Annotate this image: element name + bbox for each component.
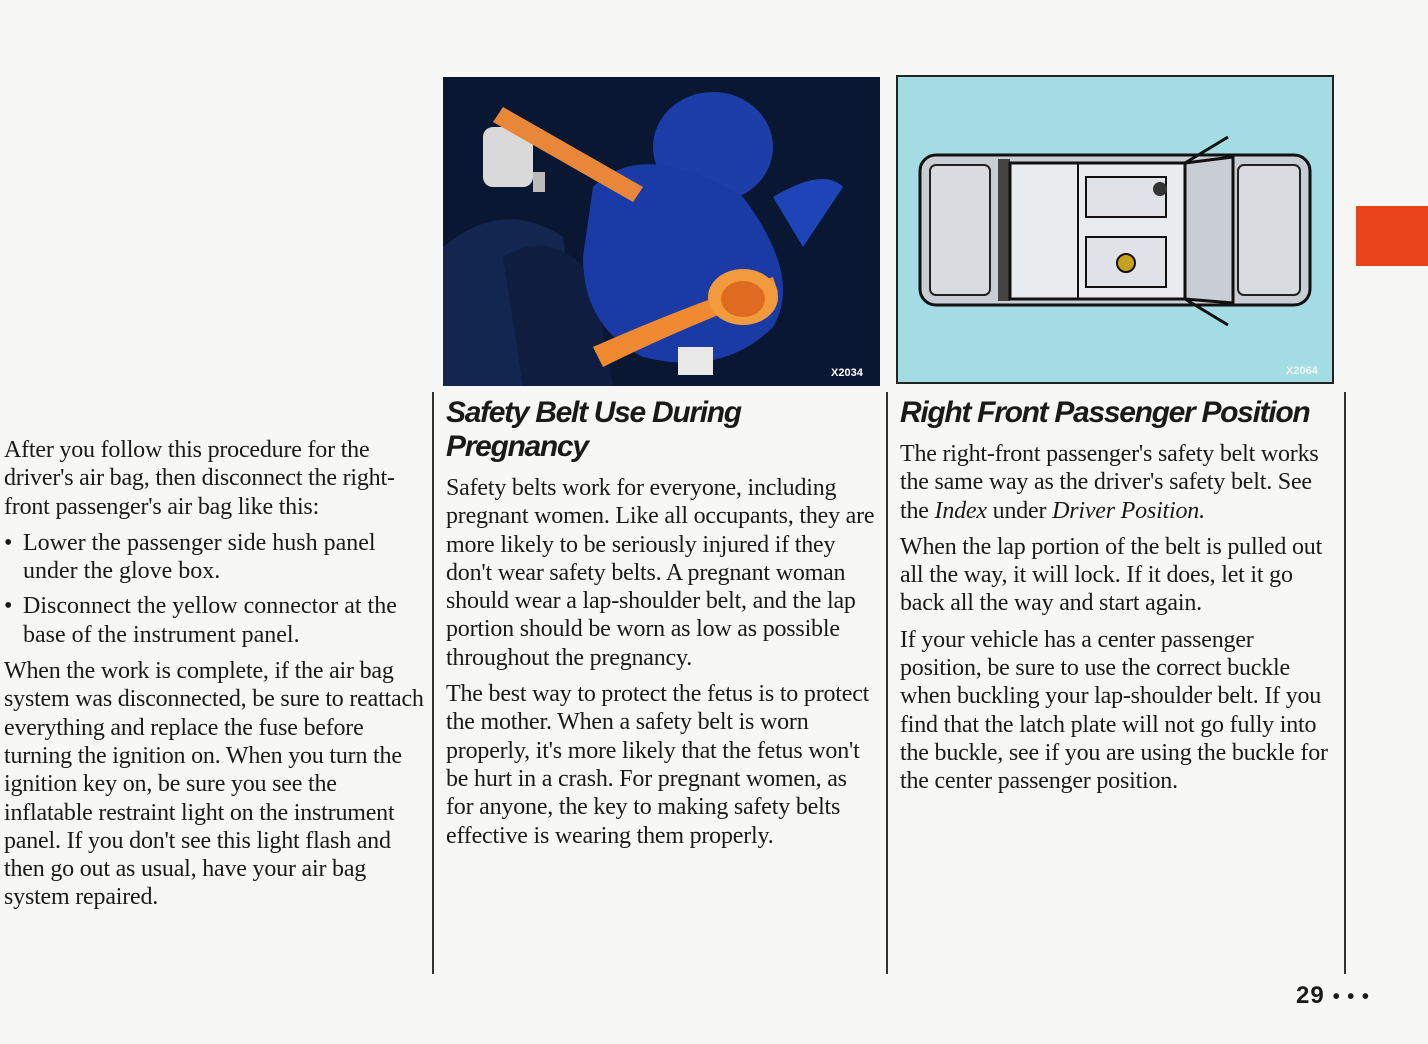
text-run: The right-front passenger's safety belt works the same way as the driver's safety belt. See the (900, 441, 1319, 524)
section-tab-marker (1356, 206, 1428, 266)
body-paragraph: If your vehicle has a center passenger position, be sure to use the correct buckle when buckling your lap-shoulder belt. If you find that the latch plate will not go fully into the buckle, see if you are using the buckle for the center passenger position. (900, 626, 1328, 795)
car-top-view-illustration (896, 75, 1334, 384)
heading-line: Safety Belt Use During (446, 396, 741, 429)
text-run: under (986, 497, 1053, 524)
page-dots: • • • (1332, 986, 1370, 1008)
bullet-marker: • (4, 593, 13, 620)
list-item-text: Disconnect the yellow connector at the base of the instrument panel. (23, 593, 397, 648)
list-item-text: Lower the passenger side hush panel under the glove box. (23, 529, 376, 585)
column-middle (446, 396, 878, 858)
car-top-view-drawing (898, 77, 1332, 382)
column-right (900, 396, 1332, 804)
body-paragraph: The best way to protect the fetus is to protect the mother. When a safety belt is worn properly, it's more likely that the fetus won't be hurt in a crash. For pregnant women, as for anyone, the key to making safety belts effective is wearing them properly. (446, 681, 870, 849)
section-heading: Right Front Passenger Position (900, 396, 1310, 429)
column-divider (1344, 392, 1346, 974)
body-paragraph (900, 440, 1332, 525)
body-paragraph: When the work is complete, if the air bag system was disconnected, be sure to reattach everything and replace the fuse before turning the ignition on. When you turn the ignition key on, be sure you see the inflatable restraint light on the instrument panel. If you don't see this light flash and then go out as usual, have your air bag system repaired. (4, 658, 424, 911)
driver-position-reference: Driver Position. (1052, 497, 1205, 524)
pregnancy-belt-illustration (443, 77, 880, 386)
column-divider (886, 392, 888, 974)
page-number-text: 29 (1296, 982, 1325, 1009)
figure-label: X2064 (1286, 365, 1318, 377)
list-item (4, 592, 424, 649)
body-paragraph: Safety belts work for everyone, including pregnant women. Like all occupants, they are more likely to be seriously injured if they don't wear safety belts. A pregnant woman should wear a lap-shoulder belt, and the lap portion should be worn as low as possible throughout the pregnancy. (446, 475, 875, 671)
intro-paragraph: After you follow this procedure for the driver's air bag, then disconnect the right-front passenger's air bag like this: (4, 437, 395, 520)
column-left (4, 436, 424, 920)
pregnancy-belt-drawing (443, 77, 880, 386)
bullet-list (4, 529, 424, 649)
list-item (4, 529, 424, 586)
body-paragraph: When the lap portion of the belt is pulled out all the way, it will lock. If it does, let it go back all the way and start again. (900, 533, 1323, 617)
index-reference: Index (934, 497, 987, 524)
page-number (1296, 982, 1370, 1010)
column-divider (432, 392, 434, 974)
section-heading (446, 396, 878, 464)
heading-line: Pregnancy (446, 430, 588, 463)
figure-label: X2034 (831, 367, 863, 379)
bullet-marker: • (4, 529, 13, 556)
